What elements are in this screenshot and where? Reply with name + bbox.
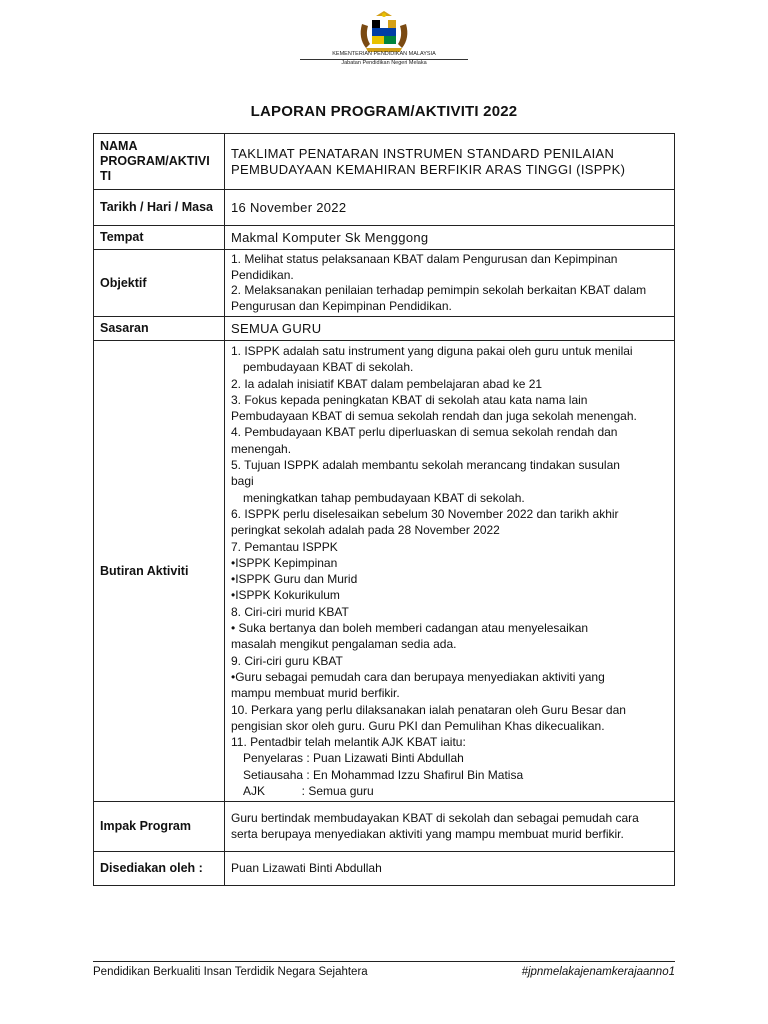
objektif-line: 2. Melaksanakan penilaian terhadap pemimpin sekolah berkaitan KBAT dalam Pengurusan dan Kepimpinan Pendidikan. bbox=[231, 283, 647, 313]
page-title: LAPORAN PROGRAM/AKTIVITI 2022 bbox=[250, 103, 518, 120]
objektif-line: 1. Melihat status pelaksanaan KBAT dalam Pengurusan dan Kepimpinan Pendidikan. bbox=[231, 252, 618, 282]
butiran-line: mampu membuat murid berfikir. bbox=[231, 686, 400, 701]
value-impak: Guru bertindak membudayakan KBAT di sekolah dan sebagai pemudah cara serta berupaya menyediakan aktiviti yang mampu membuat murid berfikir. bbox=[225, 802, 675, 852]
butiran-line: menengah. bbox=[231, 441, 292, 456]
butiran-line: 3. Fokus kepada peningkatan KBAT di sekolah atau kata nama lain bbox=[231, 392, 588, 407]
label-impak: Impak Program bbox=[94, 802, 225, 852]
butiran-line: 11. Pentadbir telah melantik AJK KBAT iaitu: bbox=[231, 735, 466, 750]
label-nama: NAMA PROGRAM/AKTIVI TI bbox=[94, 134, 225, 190]
label-sasaran: Sasaran bbox=[94, 317, 225, 341]
butiran-line: 1. ISPPK adalah satu instrument yang diguna pakai oleh guru untuk menilai bbox=[231, 344, 633, 358]
butiran-line: Setiausaha : En Mohammad Izzu Shafirul Bin Matisa bbox=[243, 767, 524, 782]
value-tarikh: 16 November 2022 bbox=[225, 190, 675, 226]
ministry-text bbox=[300, 51, 468, 67]
footer-hashtag: #jpnmelakajenamkerajaanno1 bbox=[521, 966, 675, 978]
butiran-line: 7. Pemantau ISPPK bbox=[231, 539, 338, 554]
butiran-line: • Suka bertanya dan boleh memberi cadangan atau menyelesaikan bbox=[231, 621, 589, 636]
value-butiran bbox=[225, 341, 675, 802]
butiran-line: pembudayaan KBAT di sekolah. bbox=[243, 360, 414, 375]
page-footer bbox=[93, 961, 675, 978]
butiran-line: AJK : Semua guru bbox=[243, 784, 374, 799]
butiran-line: 10. Perkara yang perlu dilaksanakan ialah penataran oleh Guru Besar dan bbox=[231, 702, 626, 717]
row-objektif bbox=[94, 250, 675, 317]
value-tempat: Makmal Komputer Sk Menggong bbox=[225, 226, 675, 250]
butiran-line: •ISPPK Guru dan Murid bbox=[231, 572, 358, 587]
butiran-line: 6. ISPPK perlu diselesaikan sebelum 30 November 2022 dan tarikh akhir bbox=[231, 506, 619, 521]
row-sasaran bbox=[94, 317, 675, 341]
label-butiran: Butiran Aktiviti bbox=[94, 341, 225, 802]
footer-slogan: Pendidikan Berkualiti Insan Terdidik Negara Sejahtera bbox=[93, 966, 368, 978]
butiran-line: Pembudayaan KBAT di semua sekolah rendah dan juga sekolah menengah. bbox=[231, 409, 637, 424]
label-disediakan: Disediakan oleh : bbox=[94, 852, 225, 886]
nama-line-1: TAKLIMAT PENATARAN INSTRUMEN STANDARD PENILAIAN bbox=[231, 146, 615, 161]
butiran-line: 8. Ciri-ciri murid KBAT bbox=[231, 604, 349, 619]
row-disediakan bbox=[94, 852, 675, 886]
butiran-line: •ISPPK Kepimpinan bbox=[231, 555, 338, 570]
department-name: Jabatan Pendidikan Negeri Melaka bbox=[341, 60, 427, 66]
label-tarikh: Tarikh / Hari / Masa bbox=[94, 190, 225, 226]
butiran-line: •ISPPK Kokurikulum bbox=[231, 588, 340, 603]
row-tarikh bbox=[94, 190, 675, 226]
label-tempat: Tempat bbox=[94, 226, 225, 250]
butiran-line: 9. Ciri-ciri guru KBAT bbox=[231, 653, 343, 668]
ministry-name: KEMENTERIAN PENDIDIKAN MALAYSIA bbox=[300, 51, 468, 60]
value-disediakan: Puan Lizawati Binti Abdullah bbox=[225, 852, 675, 886]
butiran-line: 2. Ia adalah inisiatif KBAT dalam pembelajaran abad ke 21 bbox=[231, 376, 543, 391]
value-objektif bbox=[225, 250, 675, 317]
butiran-line: masalah mengikut pengalaman sedia ada. bbox=[231, 637, 457, 652]
value-sasaran: SEMUA GURU bbox=[225, 317, 675, 341]
butiran-line: meningkatkan tahap pembudayaan KBAT di sekolah. bbox=[243, 490, 525, 505]
butiran-line: 5. Tujuan ISPPK adalah membantu sekolah merancang tindakan susulan bbox=[231, 458, 620, 473]
row-nama bbox=[94, 134, 675, 190]
report-table bbox=[93, 133, 675, 886]
row-tempat bbox=[94, 226, 675, 250]
butiran-line: Penyelaras : Puan Lizawati Binti Abdullah bbox=[243, 751, 464, 766]
butiran-line: peringkat sekolah adalah pada 28 November 2022 bbox=[231, 523, 500, 538]
value-nama bbox=[225, 134, 675, 190]
butiran-line: bagi bbox=[231, 474, 254, 489]
row-butiran bbox=[94, 341, 675, 802]
butiran-line: •Guru sebagai pemudah cara dan berupaya menyediakan aktiviti yang bbox=[231, 669, 605, 684]
nama-line-2: PEMBUDAYAAN KEMAHIRAN BERFIKIR ARAS TINGGI (ISPPK) bbox=[231, 161, 626, 177]
butiran-line: 4. Pembudayaan KBAT perlu diperluaskan di semua sekolah rendah dan bbox=[231, 425, 618, 440]
row-impak bbox=[94, 802, 675, 852]
malaysia-coat-of-arms-icon bbox=[356, 10, 412, 54]
label-objektif: Objektif bbox=[94, 250, 225, 317]
butiran-line: pengisian skor oleh guru. Guru PKI dan Pemulihan Khas dikecualikan. bbox=[231, 718, 605, 733]
